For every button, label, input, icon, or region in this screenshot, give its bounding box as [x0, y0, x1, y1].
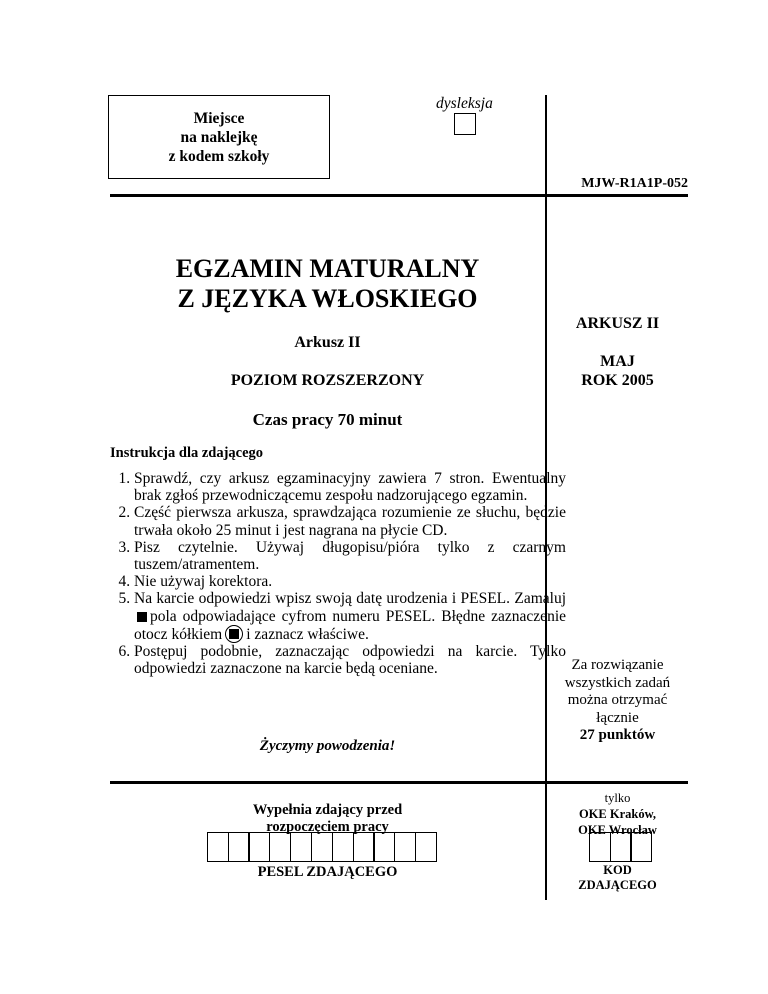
instruction-item-3: 3. Pisz czytelnie. Używaj długopisu/pióra tylko z czarnym tuszem/atramentem.: [134, 539, 566, 573]
sticker-placeholder: [108, 95, 330, 179]
kod-digit-box[interactable]: [589, 832, 611, 862]
dysleksja-checkbox[interactable]: [454, 113, 476, 135]
level-label: POZIOM ROZSZERZONY: [230, 372, 425, 389]
pesel-fill-line-1: Wypełnia zdający przed: [252, 802, 403, 818]
kod-digit-box[interactable]: [610, 832, 632, 862]
oke-krakow: OKE Kraków,: [578, 807, 657, 821]
pesel-digit-box[interactable]: [332, 832, 354, 862]
kod-label: [547, 863, 688, 893]
sticker-line-1: Miejsce: [193, 109, 245, 127]
points-line-3: można otrzymać: [567, 692, 668, 708]
sticker-line-3: z kodem szkoły: [168, 147, 270, 165]
pesel-digit-box[interactable]: [373, 832, 395, 862]
oke-wroclaw: OKE Wrocław: [578, 823, 657, 837]
right-sheet-label: ARKUSZ II: [575, 315, 660, 332]
sticker-line-2: na naklejkę: [180, 128, 258, 146]
kod-label-line-1: KOD: [603, 863, 632, 877]
exam-date: [547, 352, 688, 390]
pesel-digit-box[interactable]: [353, 832, 375, 862]
pesel-digit-box[interactable]: [290, 832, 312, 862]
pesel-digit-box[interactable]: [228, 832, 250, 862]
instruction-item-6: 6. Postępuj podobnie, zaznaczając odpowiedzi na karcie. Tylko odpowiedzi zaznaczone na karcie będą oceniane.: [134, 643, 566, 677]
pesel-instruction: [110, 802, 545, 836]
points-line-2: wszystkich zadań: [564, 674, 671, 691]
kod-label-line-2: ZDAJĄCEGO: [578, 878, 657, 892]
instruction-item-2: 2. Część pierwsza arkusza, sprawdzająca rozumienie ze słuchu, będzie trwała około 25 minut i jest nagrana na płycie CD.: [134, 504, 566, 538]
instructions-title: Instrukcja dla zdającego: [110, 445, 264, 461]
pesel-digit-box[interactable]: [207, 832, 229, 862]
sheet-label: Arkusz II: [294, 334, 361, 351]
dysleksja-label: dysleksja: [436, 95, 493, 112]
points-line-4: łącznie: [596, 709, 639, 726]
kod-input[interactable]: [590, 832, 652, 862]
kod-digit-box[interactable]: [630, 832, 652, 862]
pesel-fill-line-2: rozpoczęciem pracy: [266, 819, 389, 835]
points-total: 27 punktów: [579, 727, 656, 743]
time-label: Czas pracy 70 minut: [252, 410, 403, 429]
instruction-item-4: 4. Nie używaj korektora.: [134, 573, 566, 590]
instruction-item-5: [134, 590, 566, 643]
pesel-digit-box[interactable]: [269, 832, 291, 862]
exam-month: MAJ: [600, 353, 635, 370]
oke-info: [547, 790, 688, 838]
exam-code: MJW-R1A1P-052: [581, 176, 688, 191]
good-luck-message: Życzymy powodzenia!: [259, 738, 396, 754]
instruction-5-part-2: pola odpowiadające cyfrom numeru PESEL. Błędne zaznaczenie otocz kółkiem: [134, 607, 566, 643]
exam-title: [110, 254, 545, 314]
bottom-divider: [110, 781, 688, 784]
instruction-5-part-3: i zaznacz właściwe.: [246, 625, 369, 643]
instructions-list: [110, 470, 566, 677]
pesel-digit-box[interactable]: [415, 832, 437, 862]
points-info: [547, 657, 688, 745]
title-line-2: Z JĘZYKA WŁOSKIEGO: [177, 284, 478, 313]
title-line-1: EGZAMIN MATURALNY: [175, 254, 480, 283]
top-divider: [110, 194, 688, 197]
filled-square-icon: [137, 612, 147, 622]
points-line-1: Za rozwiązanie: [571, 657, 664, 673]
pesel-digit-box[interactable]: [248, 832, 270, 862]
only-label: tylko: [604, 791, 631, 805]
pesel-digit-box[interactable]: [311, 832, 333, 862]
instruction-item-1: 1. Sprawdź, czy arkusz egzaminacyjny zawiera 7 stron. Ewentualny brak zgłoś przewodniczącemu zespołu nadzorującego egzamin.: [134, 470, 566, 504]
pesel-label: PESEL ZDAJĄCEGO: [257, 864, 398, 880]
instruction-5-part-1: Na karcie odpowiedzi wpisz swoją datę urodzenia i PESEL. Zamaluj: [134, 590, 566, 608]
pesel-digit-box[interactable]: [394, 832, 416, 862]
pesel-input[interactable]: [208, 832, 437, 862]
exam-year: ROK 2005: [581, 372, 654, 389]
circled-square-icon: [225, 625, 243, 643]
